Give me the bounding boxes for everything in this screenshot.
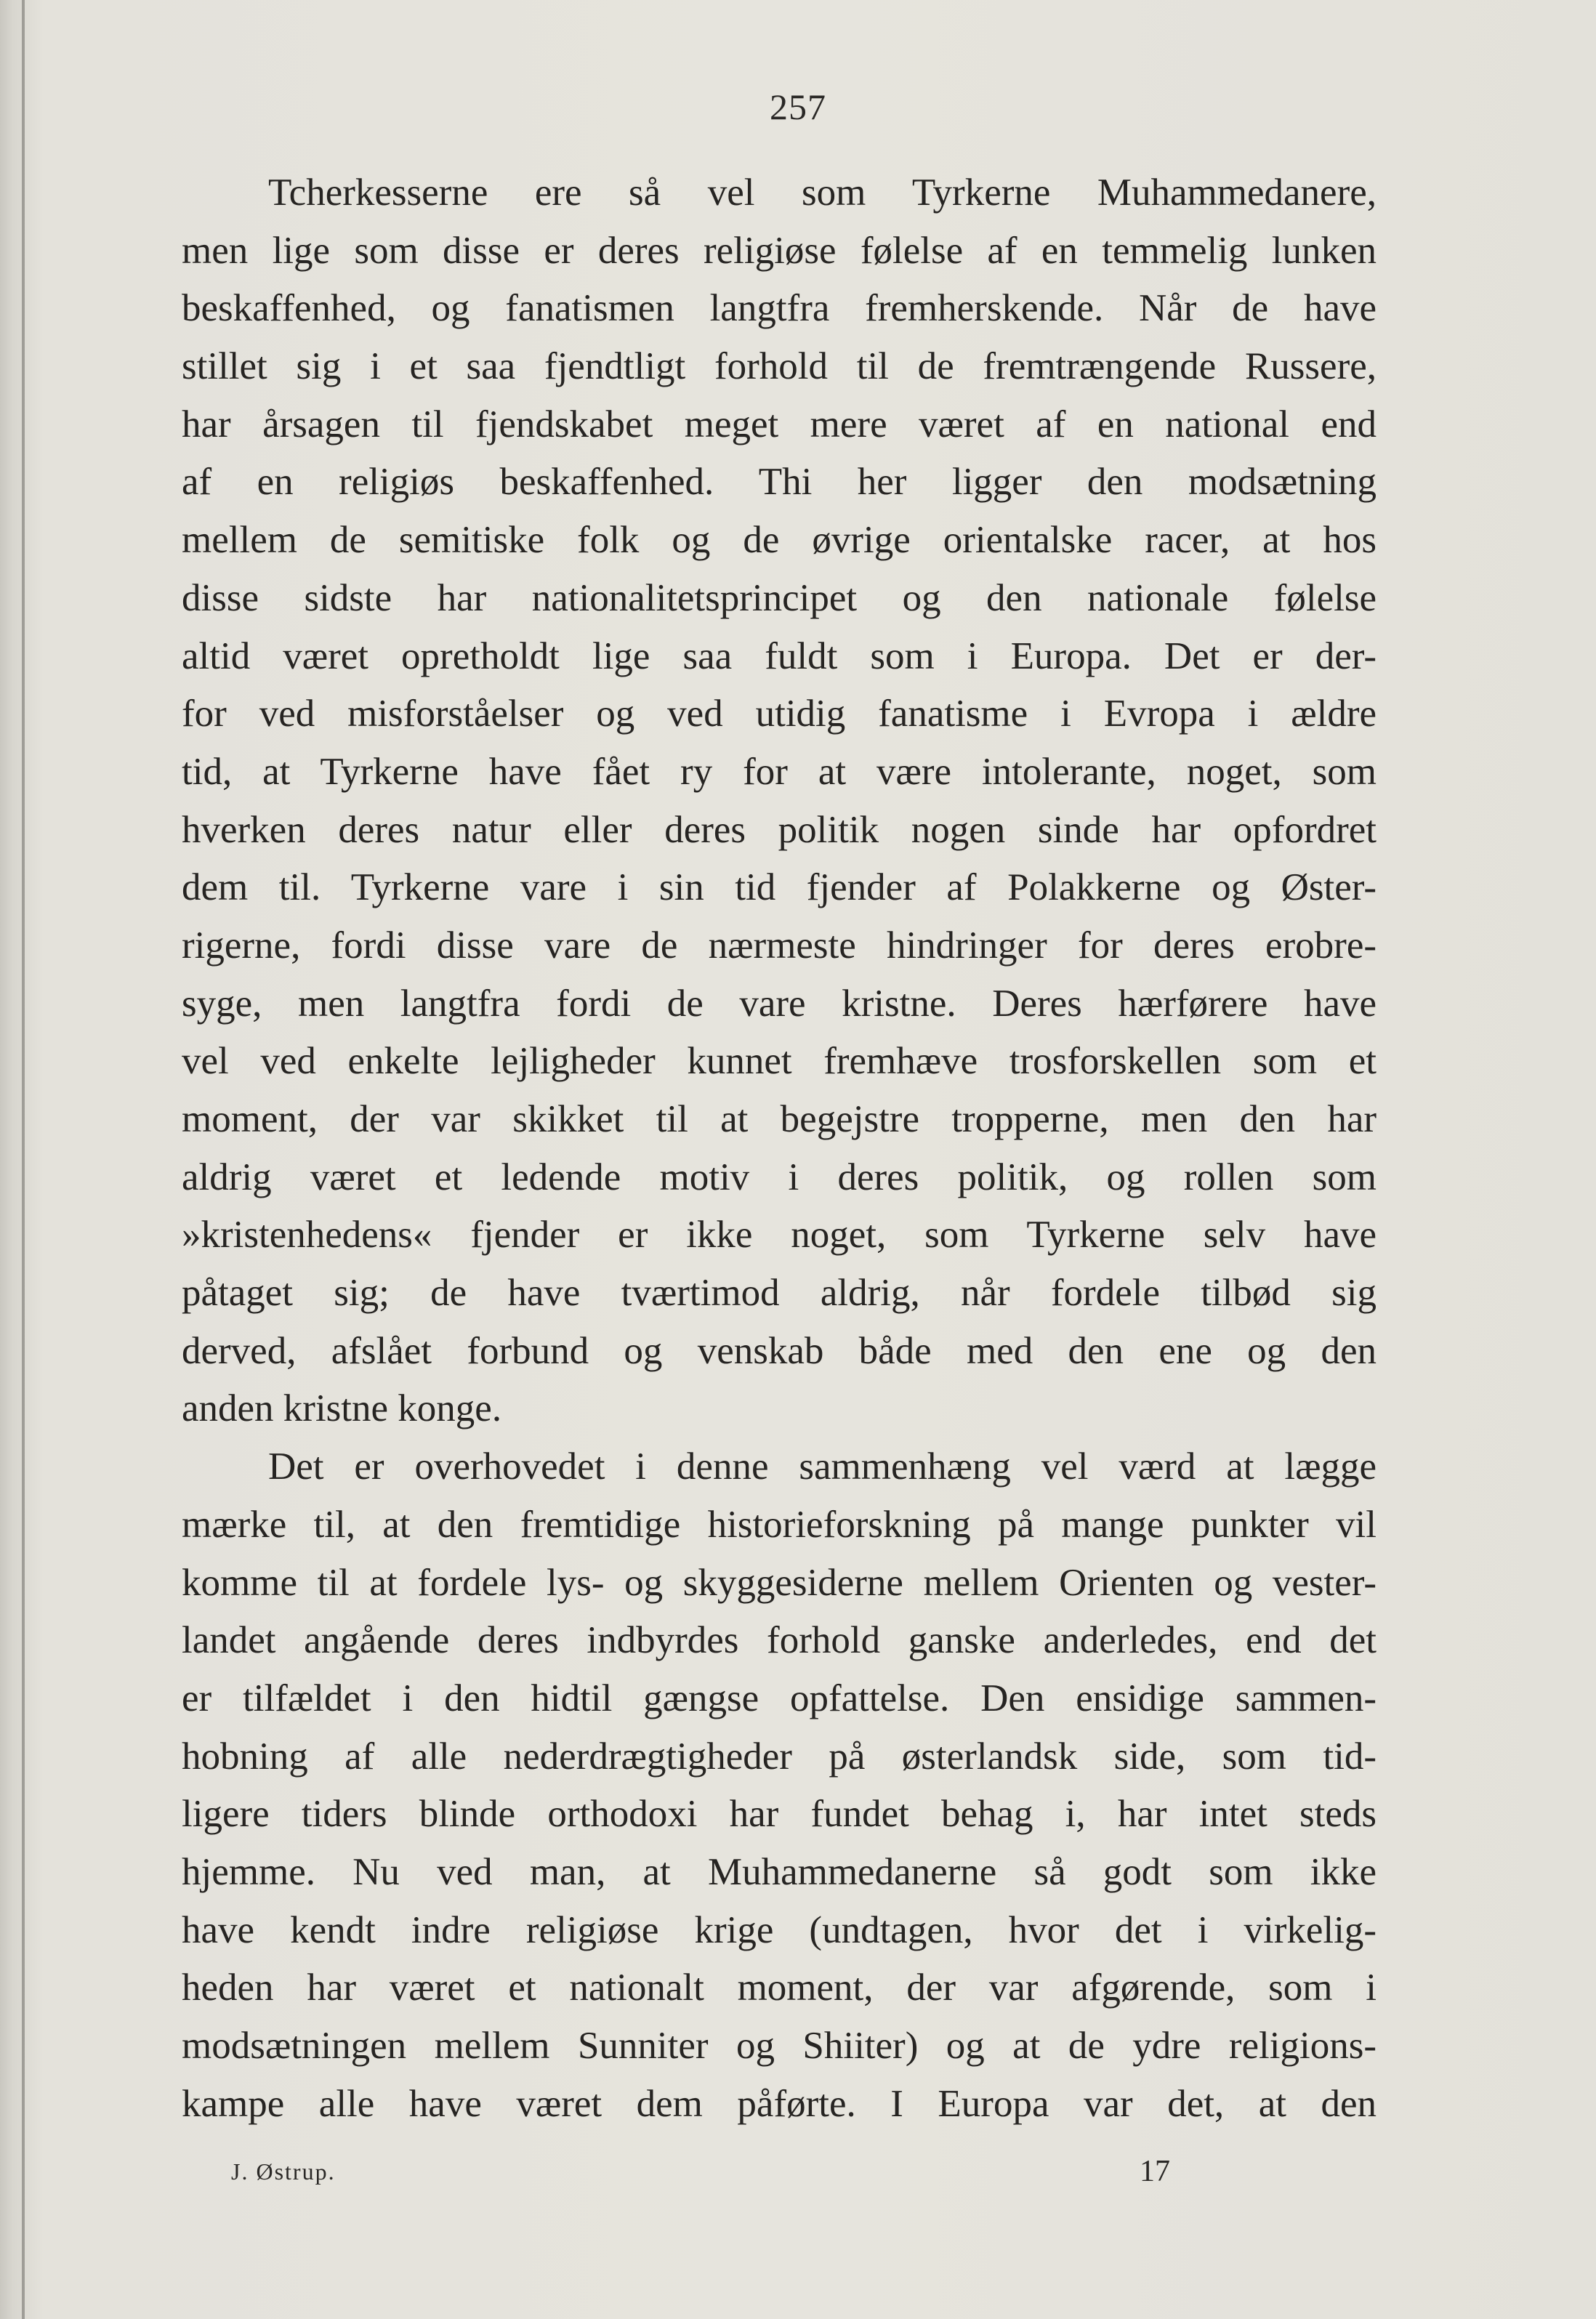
- text-line: beskaffenhed, og fanatismen langtfra fremherskende. Når de have: [182, 287, 1377, 330]
- text-line: mærke til, at den fremtidige historieforskning på mange punkter vil: [182, 1503, 1377, 1546]
- text-line: anden kristne konge.: [182, 1387, 502, 1430]
- text-line: har årsagen til fjendskabet meget mere været af en national end: [182, 403, 1377, 445]
- body-text: [182, 164, 1377, 2133]
- text-line: hobning af alle nederdrægtigheder på østerlandsk side, som tid-: [182, 1735, 1377, 1778]
- text-line: vel ved enkelte lejligheder kunnet fremhæve trosforskellen som et: [182, 1040, 1377, 1083]
- text-line: for ved misforståelser og ved utidig fanatisme i Evropa i ældre: [182, 693, 1377, 735]
- text-line: derved, afslået forbund og venskab både med den ene og den: [182, 1329, 1377, 1372]
- page-number: 257: [770, 86, 826, 127]
- page-footer: [0, 2150, 1596, 2193]
- text-line: påtaget sig; de have tværtimod aldrig, når fordele tilbød sig: [182, 1272, 1377, 1315]
- text-line: men lige som disse er deres religiøse følelse af en temmelig lunken: [182, 229, 1377, 272]
- text-line: dem til. Tyrkerne vare i sin tid fjender af Polakkerne og Øster-: [182, 866, 1377, 909]
- text-line: have kendt indre religiøse krige (undtagen, hvor det i virkelig-: [182, 1908, 1377, 1951]
- text-line: mellem de semitiske folk og de øvrige orientalske racer, at hos: [182, 519, 1377, 562]
- text-line: kampe alle have været dem påførte. I Europa var det, at den: [182, 2082, 1377, 2125]
- text-line: komme til at fordele lys- og skyggesiderne mellem Orienten og vester-: [182, 1561, 1377, 1604]
- text-line: Det er overhovedet i denne sammenhæng vel værd at lægge: [268, 1445, 1377, 1488]
- text-line: syge, men langtfra fordi de vare kristne. Deres hærførere have: [182, 982, 1377, 1025]
- text-line: rigerne, fordi disse vare de nærmeste hindringer for deres erobre-: [182, 924, 1377, 967]
- text-line: modsætningen mellem Sunniter og Shiiter) og at de ydre religions-: [182, 2025, 1377, 2067]
- text-line: altid været opretholdt lige saa fuldt som i Europa. Det er der-: [182, 634, 1377, 677]
- text-line: af en religiøs beskaffenhed. Thi her ligger den modsætning: [182, 461, 1377, 504]
- text-line: aldrig været et ledende motiv i deres politik, og rollen som: [182, 1156, 1377, 1198]
- text-line: hverken deres natur eller deres politik nogen sinde har opfordret: [182, 808, 1377, 851]
- signature-mark: J. Østrup.: [231, 2158, 336, 2185]
- binding-edge: [22, 0, 25, 2319]
- text-line: stillet sig i et saa fjendtligt forhold til de fremtrængende Russere,: [182, 345, 1377, 388]
- text-line: landet angående deres indbyrdes forhold ganske anderledes, end det: [182, 1619, 1377, 1662]
- text-line: moment, der var skikket til at begejstre tropperne, men den har: [182, 1098, 1377, 1140]
- text-line: tid, at Tyrkerne have fået ry for at være intolerante, noget, som: [182, 750, 1377, 793]
- text-line: er tilfældet i den hidtil gængse opfattelse. Den ensidige sammen-: [182, 1677, 1377, 1719]
- text-line: »kristenhedens« fjender er ikke noget, som Tyrkerne selv have: [182, 1214, 1377, 1257]
- text-line: hjemme. Nu ved man, at Muhammedanerne så godt som ikke: [182, 1850, 1377, 1893]
- text-line: ligere tiders blinde orthodoxi har fundet behag i, har intet steds: [182, 1793, 1377, 1836]
- text-line: heden har været et nationalt moment, der var afgørende, som i: [182, 1967, 1377, 2009]
- text-line: disse sidste har nationalitetsprincipet og den nationale følelse: [182, 576, 1377, 619]
- text-line: Tcherkesserne ere så vel som Tyrkerne Muhammedanere,: [268, 172, 1377, 214]
- sheet-signature-number: 17: [1140, 2155, 1170, 2188]
